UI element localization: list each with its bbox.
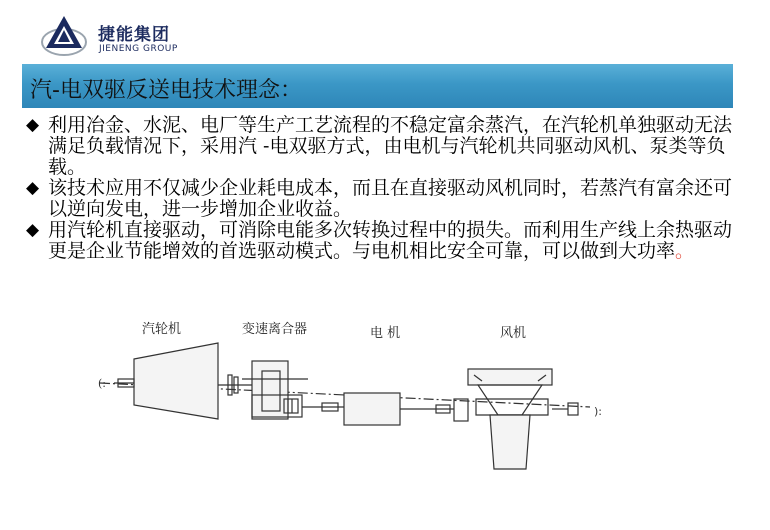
fan-top bbox=[468, 369, 552, 385]
slide-title: 汽-电双驱反送电技术理念： bbox=[30, 78, 302, 103]
bullet-list bbox=[24, 115, 734, 262]
turbine-body bbox=[134, 343, 218, 419]
logo-brand-cn: 捷能集团 bbox=[98, 25, 170, 45]
bullet-item bbox=[24, 220, 734, 262]
label-turbine: 汽轮机 bbox=[142, 322, 182, 337]
title-bar bbox=[22, 64, 733, 108]
diamond-bullet-icon: ◆ bbox=[26, 220, 40, 240]
bullet-item bbox=[24, 115, 734, 178]
diamond-bullet-icon: ◆ bbox=[26, 178, 40, 198]
bullet-text: 利用冶金、水泥、电厂等生产工艺流程的不稳定富余蒸汽，在汽轮机单独驱动无法满足负载情况下，采用汽 -电双驱方式，由电机与汽轮机共同驱动风机、泵类等负载。 bbox=[48, 114, 733, 178]
label-fan: 风机 bbox=[500, 326, 527, 341]
bullet-text: 该技术应用不仅减少企业耗电成本，而且在直接驱动风机同时，若蒸汽有富余还可以逆向发电，进一步增加企业收益。 bbox=[48, 177, 733, 220]
logo-mark-icon bbox=[38, 12, 94, 60]
svg-text:):: ): bbox=[594, 405, 602, 418]
motor-body bbox=[344, 393, 400, 425]
gearbox-body bbox=[252, 361, 288, 419]
logo-brand-en: JIENENG GROUP bbox=[99, 44, 178, 54]
label-motor: 电 机 bbox=[370, 326, 401, 341]
fan-outlet bbox=[490, 415, 530, 469]
svg-text:(:: (: bbox=[98, 377, 106, 390]
bullet-item bbox=[24, 178, 734, 220]
bullet-accent: 。 bbox=[675, 240, 695, 262]
company-logo bbox=[38, 12, 188, 60]
drive-schematic bbox=[96, 315, 616, 485]
bullet-text: 用汽轮机直接驱动，可消除电能多次转换过程中的损失。而利用生产线上余热驱动更是企业节能增效的首选驱动模式。与电机相比安全可靠，可以做到大功率 bbox=[48, 219, 733, 262]
diamond-bullet-icon: ◆ bbox=[26, 115, 40, 135]
label-gearbox: 变速离合器 bbox=[242, 322, 308, 337]
